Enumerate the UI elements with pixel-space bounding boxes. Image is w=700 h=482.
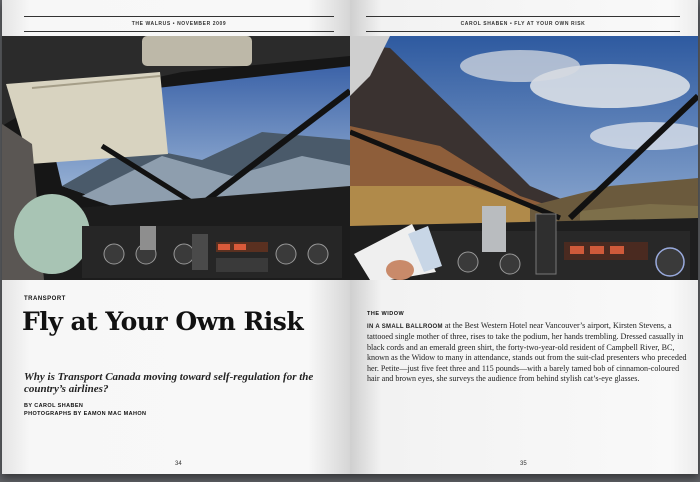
byline-author: BY CAROL SHABEN xyxy=(24,403,84,409)
article-body xyxy=(367,321,689,384)
page-number-left: 34 xyxy=(175,461,182,467)
body-paragraph: at the Best Western Hotel near Vancouver’s airport, Kirsten Stevens, a tattooed single mother of three, rises to take the podium, her hands trembling. Dressed casually in black cords and an emerald green shirt, the forty-two-year-old resident of Campbell River, BC, known as the Widow to many in attendance, stands out from the suit-clad presenters who preceded her. Petite—just five feet three and 115 pounds—with a barely tamed bob of cinnamon-coloured hair and brown eyes, she surveys the audience from behind stylish cat’s-eye glasses. xyxy=(367,321,687,384)
running-head-right: CAROL SHABEN • FLY AT YOUR OWN RISK xyxy=(366,16,680,32)
article-dek: Why is Transport Canada moving toward self-regulation for the country’s airlines? xyxy=(24,371,314,395)
right-page xyxy=(350,0,698,474)
cockpit-photo-left xyxy=(2,36,350,280)
section-label: TRANSPORT xyxy=(24,296,66,302)
lead-in: IN A SMALL BALLROOM xyxy=(367,324,443,330)
cockpit-photo-right xyxy=(350,36,698,280)
article-headline: Fly at Your Own Risk xyxy=(22,307,304,336)
byline-photographer: PHOTOGRAPHS BY EAMON MAC MAHON xyxy=(24,411,147,417)
page-number-right: 35 xyxy=(520,461,527,467)
running-head-left: THE WALRUS • NOVEMBER 2009 xyxy=(24,16,334,32)
left-page xyxy=(2,0,350,474)
cockpit-photo-left-image xyxy=(2,36,350,280)
section-subhead: THE WIDOW xyxy=(367,311,405,317)
cockpit-photo-right-image xyxy=(350,36,698,280)
byline xyxy=(24,402,146,418)
magazine-spread xyxy=(2,0,698,474)
